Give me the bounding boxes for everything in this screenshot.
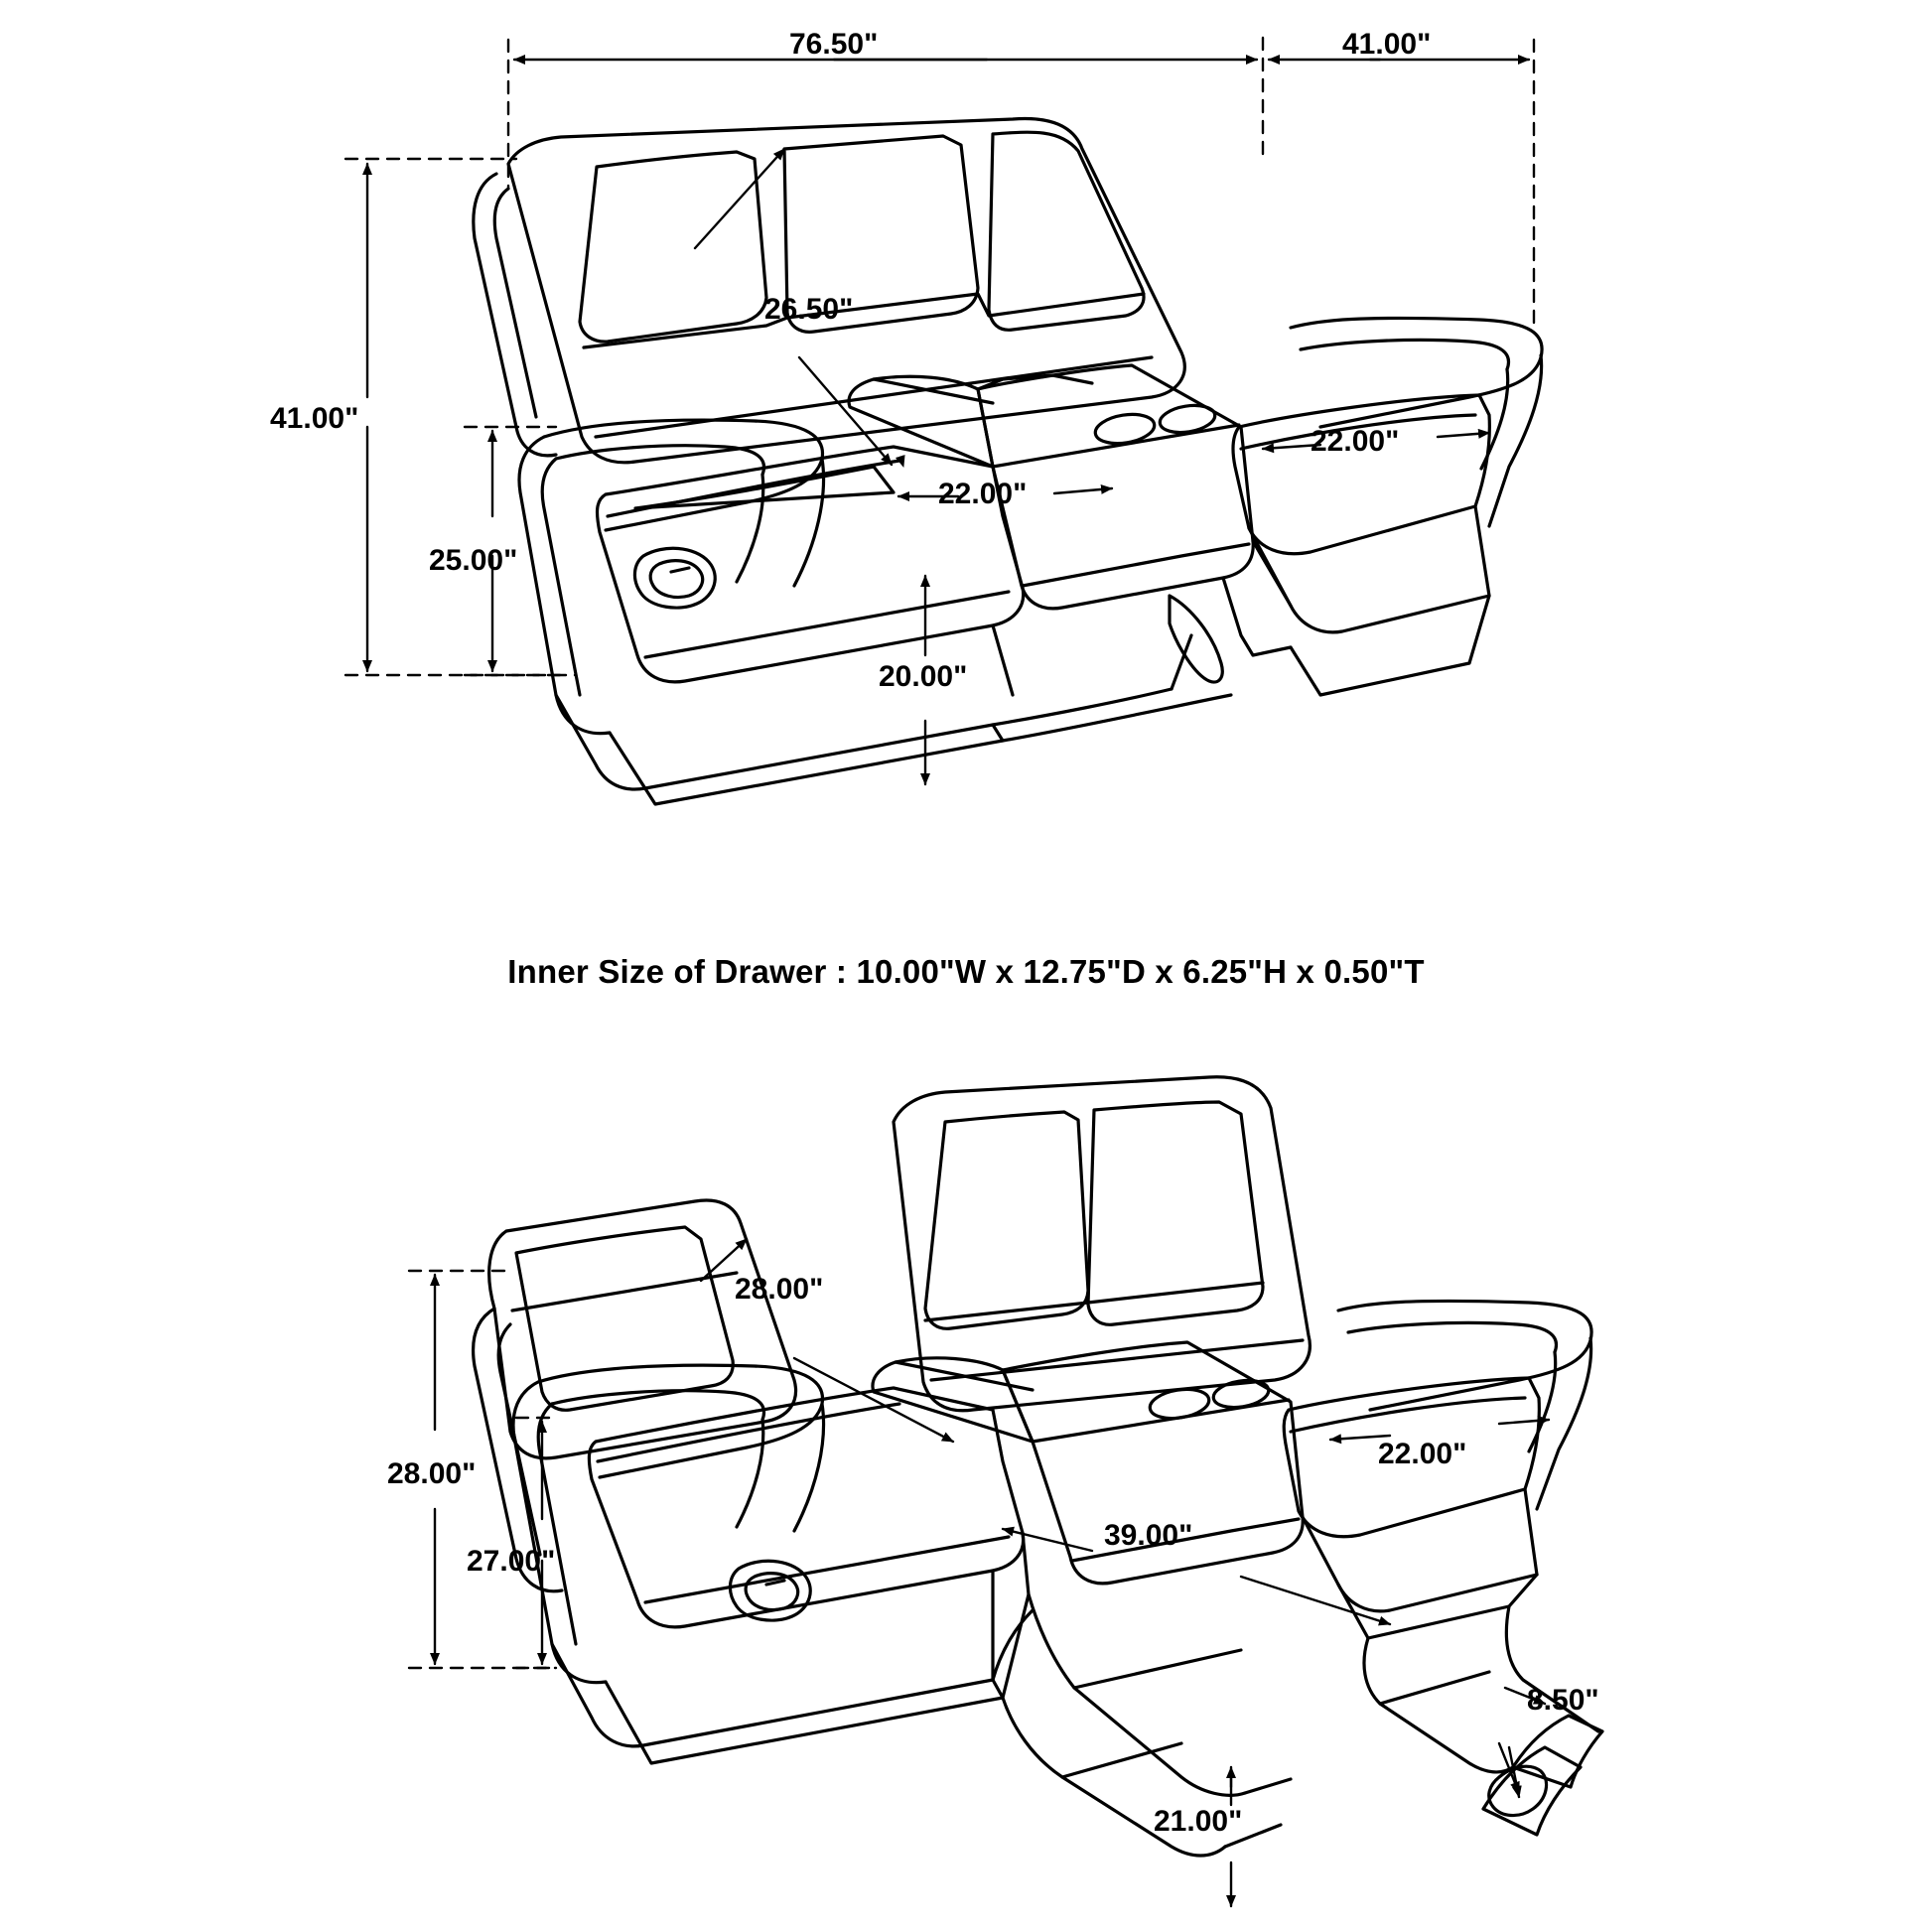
dim-seat-depth: 20.00" [879, 660, 968, 693]
dim-seat-width-left: 22.00" [938, 478, 1028, 510]
dim-footrest-thickness: 8.50" [1527, 1684, 1599, 1717]
dim-footrest-height: 21.00" [1154, 1805, 1243, 1838]
dim-seat-width-reclined: 22.00" [1378, 1438, 1467, 1470]
dim-overall-width: 76.50" [789, 28, 879, 61]
dim-arm-height: 25.00" [429, 544, 518, 577]
dim-overall-height: 41.00" [270, 402, 359, 435]
dim-seat-width-right: 22.00" [1311, 425, 1400, 458]
dim-extended-seat-length: 39.00" [1104, 1519, 1193, 1552]
dim-backrest-depth: 28.00" [735, 1273, 824, 1306]
dim-reclined-height: 28.00" [387, 1457, 477, 1490]
dim-reclined-arm-height: 27.00" [467, 1545, 556, 1578]
drawer-size-note: Inner Size of Drawer : 10.00"W x 12.75"D x 6.25"H x 0.50"T [507, 953, 1425, 990]
upper-sofa-illustration [474, 119, 1542, 804]
dim-armrest-extension-width: 41.00" [1342, 28, 1432, 61]
dim-seat-back-height: 26.50" [764, 293, 854, 326]
